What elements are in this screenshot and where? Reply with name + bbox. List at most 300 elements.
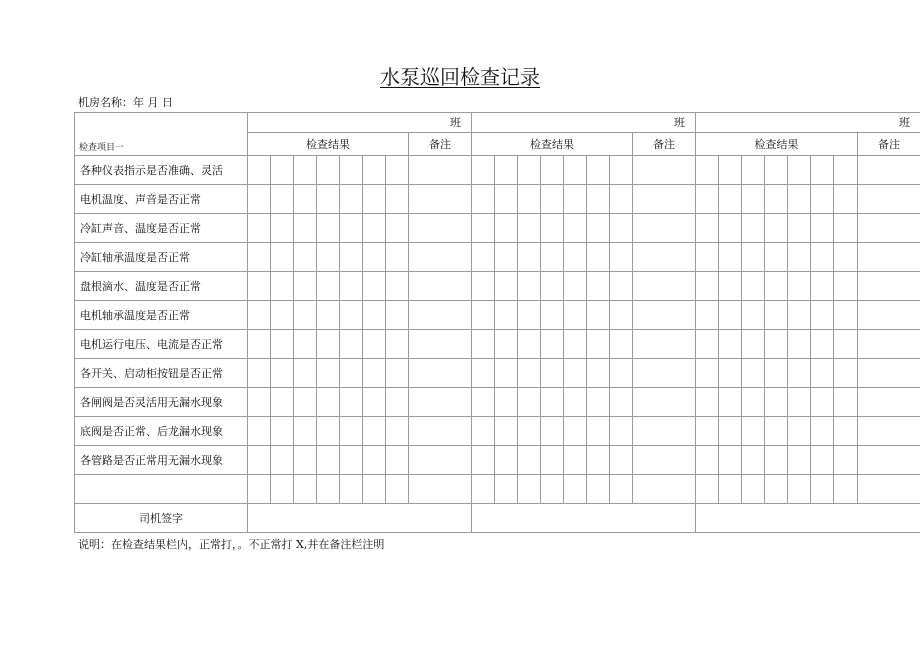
result-cell[interactable] bbox=[472, 156, 495, 185]
remark-cell[interactable] bbox=[633, 185, 696, 214]
result-cell[interactable] bbox=[742, 301, 765, 330]
result-cell[interactable] bbox=[294, 272, 317, 301]
remark-cell[interactable] bbox=[633, 417, 696, 446]
result-cell[interactable] bbox=[472, 388, 495, 417]
result-cell[interactable] bbox=[811, 330, 834, 359]
remark-cell[interactable] bbox=[633, 388, 696, 417]
result-cell[interactable] bbox=[472, 272, 495, 301]
result-cell[interactable] bbox=[564, 446, 587, 475]
result-cell[interactable] bbox=[363, 214, 386, 243]
result-cell[interactable] bbox=[271, 388, 294, 417]
remark-cell[interactable] bbox=[633, 446, 696, 475]
table-row bbox=[75, 243, 920, 272]
result-cell[interactable] bbox=[765, 214, 788, 243]
remark-cell[interactable] bbox=[858, 388, 920, 417]
result-cell[interactable] bbox=[788, 243, 811, 272]
result-cell[interactable] bbox=[541, 359, 564, 388]
result-cell[interactable] bbox=[587, 330, 610, 359]
result-cell[interactable] bbox=[495, 417, 518, 446]
remark-cell[interactable] bbox=[409, 330, 472, 359]
result-cell[interactable] bbox=[294, 330, 317, 359]
result-cell[interactable] bbox=[719, 359, 742, 388]
result-cell[interactable] bbox=[294, 388, 317, 417]
result-cell[interactable] bbox=[564, 301, 587, 330]
result-cell[interactable] bbox=[696, 272, 719, 301]
result-cell[interactable] bbox=[587, 243, 610, 272]
result-cell[interactable] bbox=[340, 272, 363, 301]
result-cell[interactable] bbox=[495, 272, 518, 301]
result-cell[interactable] bbox=[518, 272, 541, 301]
result-cell[interactable] bbox=[386, 359, 409, 388]
result-cell[interactable] bbox=[317, 388, 340, 417]
result-cell[interactable] bbox=[541, 214, 564, 243]
result-cell[interactable] bbox=[719, 272, 742, 301]
result-cell[interactable] bbox=[788, 388, 811, 417]
result-cell[interactable] bbox=[719, 388, 742, 417]
result-cell[interactable] bbox=[834, 156, 858, 185]
result-cell[interactable] bbox=[541, 388, 564, 417]
remark-cell[interactable] bbox=[858, 475, 920, 504]
result-cell[interactable] bbox=[719, 475, 742, 504]
result-cell[interactable] bbox=[340, 301, 363, 330]
result-cell[interactable] bbox=[541, 156, 564, 185]
shift-header-row bbox=[75, 113, 920, 133]
inspection-item-label: 冷缸声音、温度是否正常 bbox=[75, 214, 248, 243]
result-cell[interactable] bbox=[495, 214, 518, 243]
remark-cell[interactable] bbox=[633, 359, 696, 388]
result-cell[interactable] bbox=[541, 417, 564, 446]
result-cell[interactable] bbox=[610, 243, 633, 272]
result-cell[interactable] bbox=[294, 214, 317, 243]
result-cell[interactable] bbox=[788, 417, 811, 446]
result-cell[interactable] bbox=[386, 156, 409, 185]
remark-cell[interactable] bbox=[633, 214, 696, 243]
result-cell[interactable] bbox=[541, 301, 564, 330]
result-cell[interactable] bbox=[696, 156, 719, 185]
result-cell[interactable] bbox=[541, 243, 564, 272]
result-cell[interactable] bbox=[340, 214, 363, 243]
result-cell[interactable] bbox=[765, 185, 788, 214]
result-cell[interactable] bbox=[363, 388, 386, 417]
result-cell[interactable] bbox=[317, 156, 340, 185]
result-cell[interactable] bbox=[587, 417, 610, 446]
result-cell[interactable] bbox=[248, 417, 271, 446]
result-cell[interactable] bbox=[765, 446, 788, 475]
result-cell[interactable] bbox=[811, 417, 834, 446]
result-cell[interactable] bbox=[696, 185, 719, 214]
result-cell[interactable] bbox=[564, 475, 587, 504]
signature-cell-shift-2[interactable] bbox=[472, 504, 696, 533]
result-cell[interactable] bbox=[340, 330, 363, 359]
result-cell[interactable] bbox=[248, 475, 271, 504]
result-cell[interactable] bbox=[788, 446, 811, 475]
remark-cell[interactable] bbox=[858, 243, 920, 272]
result-cell[interactable] bbox=[294, 243, 317, 272]
result-cell[interactable] bbox=[294, 446, 317, 475]
result-cell[interactable] bbox=[386, 475, 409, 504]
result-cell[interactable] bbox=[472, 359, 495, 388]
result-cell[interactable] bbox=[340, 417, 363, 446]
result-cell[interactable] bbox=[294, 156, 317, 185]
result-cell[interactable] bbox=[294, 185, 317, 214]
result-cell[interactable] bbox=[811, 359, 834, 388]
remark-cell[interactable] bbox=[409, 475, 472, 504]
result-cell[interactable] bbox=[518, 214, 541, 243]
remark-cell[interactable] bbox=[858, 417, 920, 446]
result-cell[interactable] bbox=[340, 156, 363, 185]
result-cell[interactable] bbox=[317, 272, 340, 301]
result-cell[interactable] bbox=[340, 359, 363, 388]
result-cell[interactable] bbox=[495, 330, 518, 359]
result-cell[interactable] bbox=[363, 272, 386, 301]
result-cell[interactable] bbox=[834, 214, 858, 243]
result-cell[interactable] bbox=[386, 301, 409, 330]
result-cell[interactable] bbox=[317, 301, 340, 330]
result-cell[interactable] bbox=[363, 417, 386, 446]
result-cell[interactable] bbox=[564, 185, 587, 214]
remark-cell[interactable] bbox=[858, 272, 920, 301]
result-cell[interactable] bbox=[340, 475, 363, 504]
result-cell[interactable] bbox=[834, 475, 858, 504]
result-cell[interactable] bbox=[495, 388, 518, 417]
result-cell[interactable] bbox=[719, 417, 742, 446]
result-cell[interactable] bbox=[340, 388, 363, 417]
result-cell[interactable] bbox=[742, 388, 765, 417]
result-cell[interactable] bbox=[541, 475, 564, 504]
result-cell[interactable] bbox=[518, 446, 541, 475]
result-cell[interactable] bbox=[541, 185, 564, 214]
result-cell[interactable] bbox=[834, 446, 858, 475]
result-cell[interactable] bbox=[696, 446, 719, 475]
result-cell[interactable] bbox=[340, 243, 363, 272]
result-cell[interactable] bbox=[742, 475, 765, 504]
result-cell[interactable] bbox=[518, 417, 541, 446]
result-cell[interactable] bbox=[811, 185, 834, 214]
remark-cell[interactable] bbox=[409, 214, 472, 243]
result-cell[interactable] bbox=[587, 156, 610, 185]
result-cell[interactable] bbox=[696, 301, 719, 330]
signature-cell-shift-3[interactable] bbox=[696, 504, 920, 533]
remark-cell[interactable] bbox=[633, 243, 696, 272]
result-cell[interactable] bbox=[765, 156, 788, 185]
result-cell[interactable] bbox=[719, 243, 742, 272]
result-cell[interactable] bbox=[742, 272, 765, 301]
remark-cell[interactable] bbox=[633, 301, 696, 330]
result-cell[interactable] bbox=[495, 185, 518, 214]
result-cell[interactable] bbox=[765, 243, 788, 272]
result-cell[interactable] bbox=[610, 185, 633, 214]
shift-3-remark-header: 备注 bbox=[858, 133, 920, 156]
result-cell[interactable] bbox=[610, 417, 633, 446]
result-cell[interactable] bbox=[541, 330, 564, 359]
result-cell[interactable] bbox=[765, 388, 788, 417]
result-cell[interactable] bbox=[696, 359, 719, 388]
result-cell[interactable] bbox=[719, 156, 742, 185]
signature-cell-shift-1[interactable] bbox=[248, 504, 472, 533]
result-cell[interactable] bbox=[386, 330, 409, 359]
table-row bbox=[75, 156, 920, 185]
result-cell[interactable] bbox=[248, 359, 271, 388]
remark-cell[interactable] bbox=[633, 475, 696, 504]
result-cell[interactable] bbox=[495, 301, 518, 330]
result-cell[interactable] bbox=[564, 330, 587, 359]
result-cell[interactable] bbox=[587, 446, 610, 475]
result-cell[interactable] bbox=[472, 301, 495, 330]
result-cell[interactable] bbox=[834, 417, 858, 446]
result-cell[interactable] bbox=[742, 417, 765, 446]
result-cell[interactable] bbox=[811, 301, 834, 330]
inspection-item-label: 各开关、启动柜按钮是否正常 bbox=[75, 359, 248, 388]
result-cell[interactable] bbox=[788, 301, 811, 330]
remark-cell[interactable] bbox=[858, 214, 920, 243]
result-cell[interactable] bbox=[541, 272, 564, 301]
result-cell[interactable] bbox=[518, 243, 541, 272]
result-cell[interactable] bbox=[363, 446, 386, 475]
result-cell[interactable] bbox=[765, 475, 788, 504]
result-cell[interactable] bbox=[248, 272, 271, 301]
result-cell[interactable] bbox=[317, 243, 340, 272]
result-cell[interactable] bbox=[518, 475, 541, 504]
result-cell[interactable] bbox=[742, 214, 765, 243]
result-cell[interactable] bbox=[472, 475, 495, 504]
result-cell[interactable] bbox=[248, 301, 271, 330]
result-cell[interactable] bbox=[587, 214, 610, 243]
result-cell[interactable] bbox=[386, 388, 409, 417]
inspection-item-label: 冷缸轴承温度是否正常 bbox=[75, 243, 248, 272]
result-cell[interactable] bbox=[340, 446, 363, 475]
remark-cell[interactable] bbox=[409, 185, 472, 214]
result-cell[interactable] bbox=[811, 156, 834, 185]
result-cell[interactable] bbox=[518, 185, 541, 214]
result-cell[interactable] bbox=[518, 156, 541, 185]
result-cell[interactable] bbox=[248, 243, 271, 272]
result-cell[interactable] bbox=[317, 359, 340, 388]
remark-cell[interactable] bbox=[409, 156, 472, 185]
result-cell[interactable] bbox=[271, 330, 294, 359]
remark-cell[interactable] bbox=[409, 359, 472, 388]
remark-cell[interactable] bbox=[633, 330, 696, 359]
result-cell[interactable] bbox=[294, 475, 317, 504]
remark-cell[interactable] bbox=[409, 446, 472, 475]
result-cell[interactable] bbox=[472, 417, 495, 446]
remark-cell[interactable] bbox=[858, 185, 920, 214]
inspection-item-label: 各种仪表指示是否准确、灵活 bbox=[75, 156, 248, 185]
remark-cell[interactable] bbox=[409, 417, 472, 446]
result-cell[interactable] bbox=[610, 156, 633, 185]
result-cell[interactable] bbox=[587, 359, 610, 388]
result-cell[interactable] bbox=[564, 359, 587, 388]
result-cell[interactable] bbox=[271, 475, 294, 504]
result-cell[interactable] bbox=[248, 214, 271, 243]
result-cell[interactable] bbox=[518, 330, 541, 359]
result-cell[interactable] bbox=[788, 359, 811, 388]
result-cell[interactable] bbox=[386, 446, 409, 475]
remark-cell[interactable] bbox=[858, 330, 920, 359]
result-cell[interactable] bbox=[386, 417, 409, 446]
result-cell[interactable] bbox=[696, 475, 719, 504]
result-cell[interactable] bbox=[788, 475, 811, 504]
result-cell[interactable] bbox=[765, 417, 788, 446]
result-cell[interactable] bbox=[610, 301, 633, 330]
result-cell[interactable] bbox=[564, 243, 587, 272]
result-cell[interactable] bbox=[495, 243, 518, 272]
result-cell[interactable] bbox=[811, 388, 834, 417]
result-cell[interactable] bbox=[271, 156, 294, 185]
result-cell[interactable] bbox=[719, 185, 742, 214]
result-cell[interactable] bbox=[495, 359, 518, 388]
remark-cell[interactable] bbox=[409, 388, 472, 417]
result-cell[interactable] bbox=[719, 301, 742, 330]
result-cell[interactable] bbox=[495, 156, 518, 185]
result-cell[interactable] bbox=[811, 214, 834, 243]
result-cell[interactable] bbox=[564, 417, 587, 446]
result-cell[interactable] bbox=[788, 156, 811, 185]
result-cell[interactable] bbox=[834, 359, 858, 388]
result-cell[interactable] bbox=[811, 243, 834, 272]
result-cell[interactable] bbox=[788, 330, 811, 359]
result-cell[interactable] bbox=[271, 359, 294, 388]
result-cell[interactable] bbox=[834, 301, 858, 330]
result-cell[interactable] bbox=[788, 272, 811, 301]
result-cell[interactable] bbox=[742, 243, 765, 272]
result-cell[interactable] bbox=[788, 185, 811, 214]
remark-cell[interactable] bbox=[858, 156, 920, 185]
result-cell[interactable] bbox=[811, 272, 834, 301]
result-cell[interactable] bbox=[834, 185, 858, 214]
result-cell[interactable] bbox=[610, 272, 633, 301]
result-cell[interactable] bbox=[363, 330, 386, 359]
result-cell[interactable] bbox=[765, 272, 788, 301]
result-cell[interactable] bbox=[610, 388, 633, 417]
result-cell[interactable] bbox=[811, 446, 834, 475]
result-cell[interactable] bbox=[788, 214, 811, 243]
result-cell[interactable] bbox=[294, 359, 317, 388]
result-cell[interactable] bbox=[518, 388, 541, 417]
result-cell[interactable] bbox=[271, 214, 294, 243]
result-cell[interactable] bbox=[587, 388, 610, 417]
result-cell[interactable] bbox=[271, 272, 294, 301]
result-cell[interactable] bbox=[564, 214, 587, 243]
result-cell[interactable] bbox=[719, 214, 742, 243]
inspection-item-label: 电机运行电压、电流是否正常 bbox=[75, 330, 248, 359]
result-cell[interactable] bbox=[610, 475, 633, 504]
result-cell[interactable] bbox=[834, 272, 858, 301]
result-cell[interactable] bbox=[696, 330, 719, 359]
result-cell[interactable] bbox=[248, 446, 271, 475]
result-cell[interactable] bbox=[386, 185, 409, 214]
result-cell[interactable] bbox=[587, 185, 610, 214]
result-cell[interactable] bbox=[472, 446, 495, 475]
result-cell[interactable] bbox=[294, 417, 317, 446]
result-cell[interactable] bbox=[271, 417, 294, 446]
result-cell[interactable] bbox=[765, 359, 788, 388]
result-cell[interactable] bbox=[317, 417, 340, 446]
result-cell[interactable] bbox=[248, 330, 271, 359]
result-cell[interactable] bbox=[271, 301, 294, 330]
result-cell[interactable] bbox=[834, 330, 858, 359]
result-cell[interactable] bbox=[696, 417, 719, 446]
result-cell[interactable] bbox=[248, 185, 271, 214]
result-cell[interactable] bbox=[610, 214, 633, 243]
result-cell[interactable] bbox=[742, 359, 765, 388]
result-cell[interactable] bbox=[518, 301, 541, 330]
remark-cell[interactable] bbox=[409, 243, 472, 272]
result-cell[interactable] bbox=[472, 243, 495, 272]
result-cell[interactable] bbox=[363, 359, 386, 388]
result-cell[interactable] bbox=[271, 185, 294, 214]
result-cell[interactable] bbox=[610, 330, 633, 359]
result-cell[interactable] bbox=[317, 475, 340, 504]
result-cell[interactable] bbox=[495, 475, 518, 504]
result-cell[interactable] bbox=[811, 475, 834, 504]
result-cell[interactable] bbox=[248, 156, 271, 185]
result-cell[interactable] bbox=[386, 272, 409, 301]
result-cell[interactable] bbox=[765, 330, 788, 359]
result-cell[interactable] bbox=[742, 446, 765, 475]
result-cell[interactable] bbox=[696, 214, 719, 243]
result-cell[interactable] bbox=[363, 185, 386, 214]
result-cell[interactable] bbox=[294, 301, 317, 330]
result-cell[interactable] bbox=[765, 301, 788, 330]
remark-cell[interactable] bbox=[858, 301, 920, 330]
remark-cell[interactable] bbox=[409, 272, 472, 301]
result-cell[interactable] bbox=[271, 446, 294, 475]
remark-cell[interactable] bbox=[409, 301, 472, 330]
result-cell[interactable] bbox=[742, 156, 765, 185]
result-cell[interactable] bbox=[518, 359, 541, 388]
result-cell[interactable] bbox=[472, 214, 495, 243]
result-cell[interactable] bbox=[742, 330, 765, 359]
result-cell[interactable] bbox=[363, 243, 386, 272]
result-cell[interactable] bbox=[564, 272, 587, 301]
remark-cell[interactable] bbox=[633, 156, 696, 185]
result-cell[interactable] bbox=[834, 388, 858, 417]
result-cell[interactable] bbox=[610, 446, 633, 475]
result-cell[interactable] bbox=[587, 301, 610, 330]
result-cell[interactable] bbox=[472, 330, 495, 359]
remark-cell[interactable] bbox=[858, 359, 920, 388]
result-cell[interactable] bbox=[742, 185, 765, 214]
result-cell[interactable] bbox=[719, 330, 742, 359]
result-cell[interactable] bbox=[719, 446, 742, 475]
result-cell[interactable] bbox=[386, 243, 409, 272]
remark-cell[interactable] bbox=[633, 272, 696, 301]
result-cell[interactable] bbox=[696, 243, 719, 272]
result-cell[interactable] bbox=[317, 446, 340, 475]
result-cell[interactable] bbox=[317, 330, 340, 359]
result-cell[interactable] bbox=[317, 214, 340, 243]
result-cell[interactable] bbox=[340, 185, 363, 214]
result-cell[interactable] bbox=[564, 388, 587, 417]
result-cell[interactable] bbox=[587, 475, 610, 504]
result-cell[interactable] bbox=[248, 388, 271, 417]
result-cell[interactable] bbox=[472, 185, 495, 214]
result-cell[interactable] bbox=[363, 475, 386, 504]
result-cell[interactable] bbox=[564, 156, 587, 185]
result-cell[interactable] bbox=[363, 156, 386, 185]
result-cell[interactable] bbox=[363, 301, 386, 330]
result-cell[interactable] bbox=[696, 388, 719, 417]
result-cell[interactable] bbox=[386, 214, 409, 243]
result-cell[interactable] bbox=[495, 446, 518, 475]
result-cell[interactable] bbox=[541, 446, 564, 475]
result-cell[interactable] bbox=[610, 359, 633, 388]
result-cell[interactable] bbox=[317, 185, 340, 214]
result-cell[interactable] bbox=[587, 272, 610, 301]
remark-cell[interactable] bbox=[858, 446, 920, 475]
result-cell[interactable] bbox=[834, 243, 858, 272]
result-cell[interactable] bbox=[271, 243, 294, 272]
